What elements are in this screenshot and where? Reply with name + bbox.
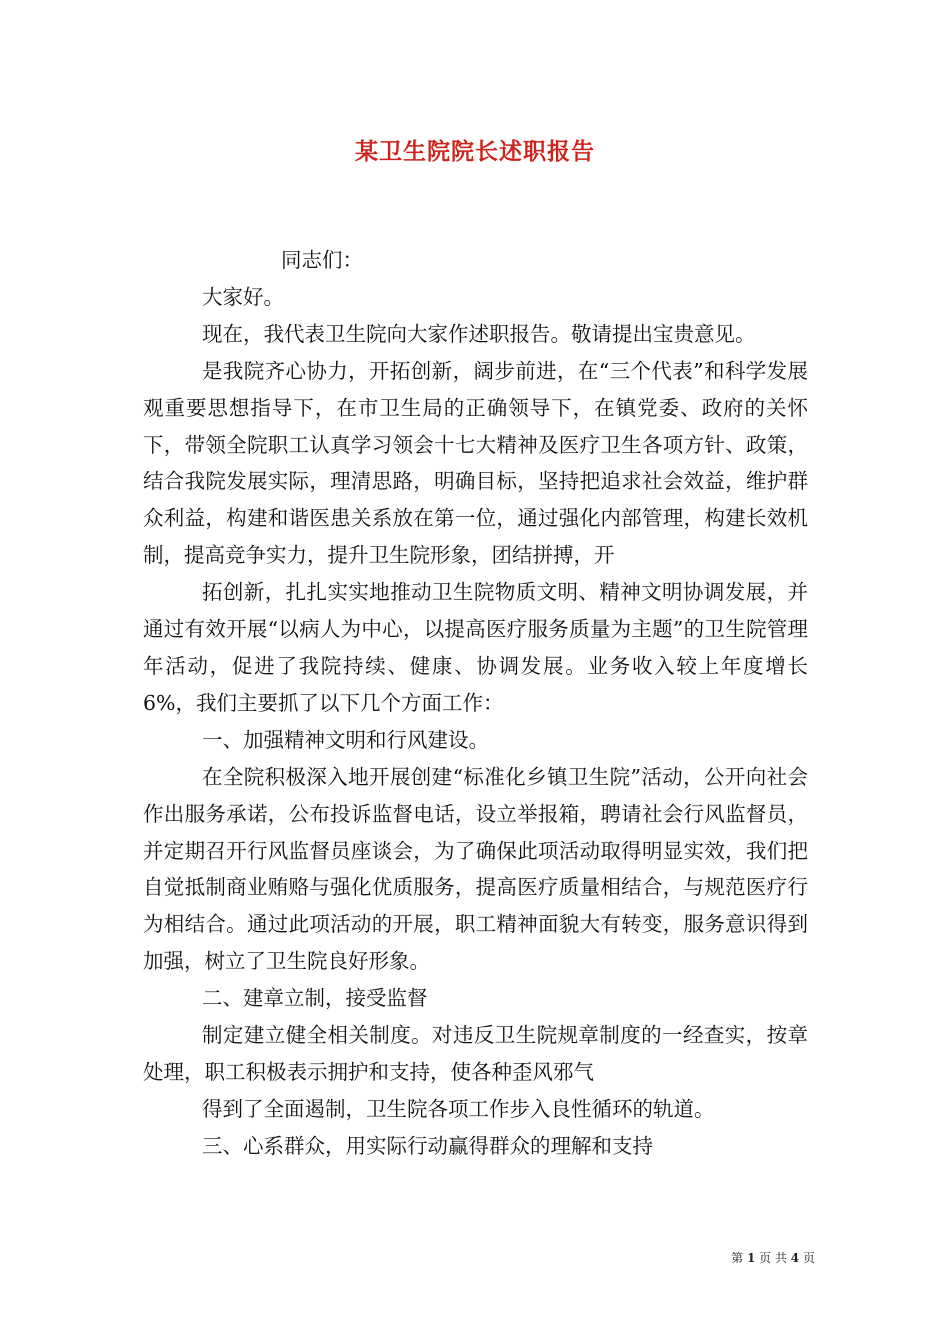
body-paragraph: 现在，我代表卫生院向大家作述职报告。敬请提出宝贵意见。	[202, 321, 756, 346]
footer-middle: 页 共	[759, 1251, 787, 1265]
greeting-paragraph: 同志们：	[281, 248, 363, 272]
footer-prefix: 第	[731, 1251, 744, 1265]
body-paragraph: 制定建立健全相关制度。对违反卫生院规章制度的一经查实，按章处理，职工积极表示拥护和支持，使各种歪风邪气	[143, 1023, 808, 1084]
page-footer	[0, 1249, 815, 1266]
document-title: 某卫生院院长述职报告	[355, 138, 595, 165]
body-paragraph: 大家好。	[202, 284, 284, 309]
section-heading-3: 三、心系群众，用实际行动赢得群众的理解和支持	[202, 1133, 653, 1158]
document-body	[143, 242, 808, 1165]
section-heading-1: 一、加强精神文明和行风建设。	[202, 727, 489, 752]
body-paragraph: 在全院积极深入地开展创建“标准化乡镇卫生院”活动，公开向社会作出服务承诺，公布投诉监督电话，设立举报箱，聘请社会行风监督员，并定期召开行风监督员座谈会，为了确保此项活动取得明显实效，我们把自觉抵制商业贿赂与强化优质服务，提高医疗质量相结合，与规范医疗行为相结合。通过此项活动的开展，职工精神面貌大有转变，服务意识得到加强，树立了卫生院良好形象。	[143, 764, 808, 974]
body-paragraph: 得到了全面遏制，卫生院各项工作步入良性循环的轨道。	[202, 1096, 715, 1121]
total-pages-number: 4	[790, 1251, 800, 1265]
body-paragraph: 是我院齐心协力，开拓创新，阔步前进，在“三个代表”和科学发展观重要思想指导下，在市卫生局的正确领导下，在镇党委、政府的关怀下，带领全院职工认真学习领会十七大精神及医疗卫生各项方针、政策，结合我院发展实际，理清思路，明确目标，坚持把追求社会效益，维护群众利益，构建和谐医患关系放在第一位，通过强化内部管理，构建长效机制，提高竞争实力，提升卫生院形象，团结拼搏，开	[143, 358, 808, 568]
current-page-number: 1	[746, 1251, 756, 1265]
section-heading-2: 二、建章立制，接受监督	[202, 986, 428, 1011]
body-paragraph: 拓创新，扎扎实实地推动卫生院物质文明、精神文明协调发展，并通过有效开展“以病人为中心，以提高医疗服务质量为主题”的卫生院管理年活动，促进了我院持续、健康、协调发展。业务收入较上年度增长6%，我们主要抓了以下几个方面工作：	[143, 580, 808, 715]
footer-suffix: 页	[802, 1251, 815, 1265]
